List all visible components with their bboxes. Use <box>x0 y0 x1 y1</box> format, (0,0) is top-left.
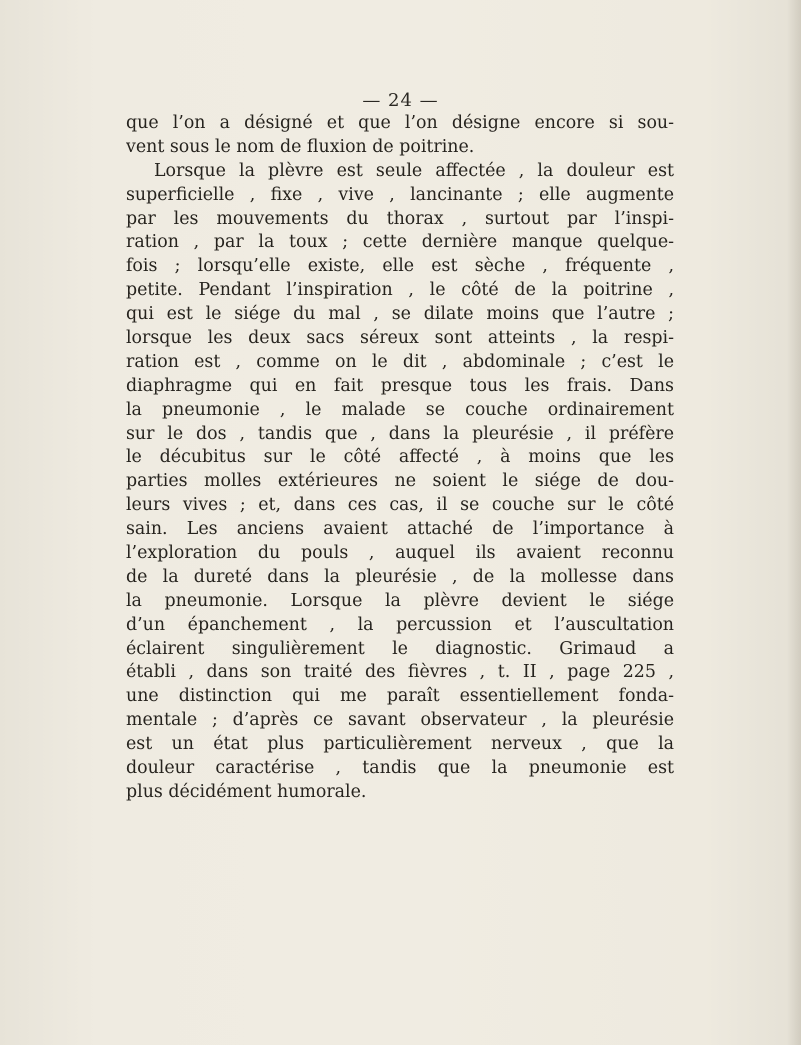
text-line: la pneumonie. Lorsque la plèvre devient le siége <box>126 590 674 611</box>
text-line: ration est , comme on le dit , abdominale ; c’est le <box>126 351 674 372</box>
text-line: l’exploration du pouls , auquel ils avaient reconnu <box>126 543 674 564</box>
text-line: qui est le siége du mal , se dilate moins que l’autre ; <box>126 304 674 325</box>
text-line: douleur caractérise , tandis que la pneumonie est <box>126 758 674 779</box>
body-text <box>126 112 674 805</box>
text-line: mentale ; d’après ce savant observateur , la pleurésie <box>126 710 674 731</box>
text-line: la pneumonie , le malade se couche ordinairement <box>126 399 674 420</box>
text-line: par les mouvements du thorax , surtout par l’inspi- <box>126 208 674 229</box>
text-line: petite. Pendant l’inspiration , le côté de la poitrine , <box>126 280 674 301</box>
text-line: est un état plus particulièrement nerveux , que la <box>126 734 674 755</box>
text-line: diaphragme qui en fait presque tous les frais. Dans <box>126 375 674 396</box>
text-line: d’un épanchement , la percussion et l’auscultation <box>126 614 674 635</box>
text-line: leurs vives ; et, dans ces cas, il se couche sur le côté <box>126 495 674 516</box>
text-line: que l’on a désigné et que l’on désigne encore si sou- <box>126 113 674 133</box>
text-line: superficielle , fixe , vive , lancinante ; elle augmente <box>126 184 674 205</box>
text-line: ration , par la toux ; cette dernière manque quelque- <box>126 232 674 253</box>
text-line: éclairent singulièrement le diagnostic. Grimaud a <box>126 638 674 659</box>
text-line: lorsque les deux sacs séreux sont atteints , la respi- <box>126 328 674 349</box>
text-line: de la dureté dans la pleurésie , de la mollesse dans <box>126 566 674 587</box>
text-line: sur le dos , tandis que , dans la pleurésie , il préfère <box>126 423 674 444</box>
text-line: vent sous le nom de fluxion de poitrine. <box>126 136 475 157</box>
text-line: sain. Les anciens avaient attaché de l’importance à <box>126 519 674 540</box>
text-line: fois ; lorsqu’elle existe, elle est sèche , fréquente , <box>126 256 674 277</box>
text-line: Lorsque la plèvre est seule affectée , la douleur est <box>154 160 674 181</box>
text-line: une distinction qui me paraît essentiellement fonda- <box>126 686 674 707</box>
text-line: parties molles extérieures ne soient le siége de dou- <box>126 471 674 492</box>
text-line: établi , dans son traité des fièvres , t. II , page 225 , <box>126 662 674 683</box>
text-line: le décubitus sur le côté affecté , à moins que les <box>126 447 674 468</box>
page-number: — 24 — <box>362 90 439 111</box>
text-line: plus décidément humorale. <box>126 781 367 802</box>
